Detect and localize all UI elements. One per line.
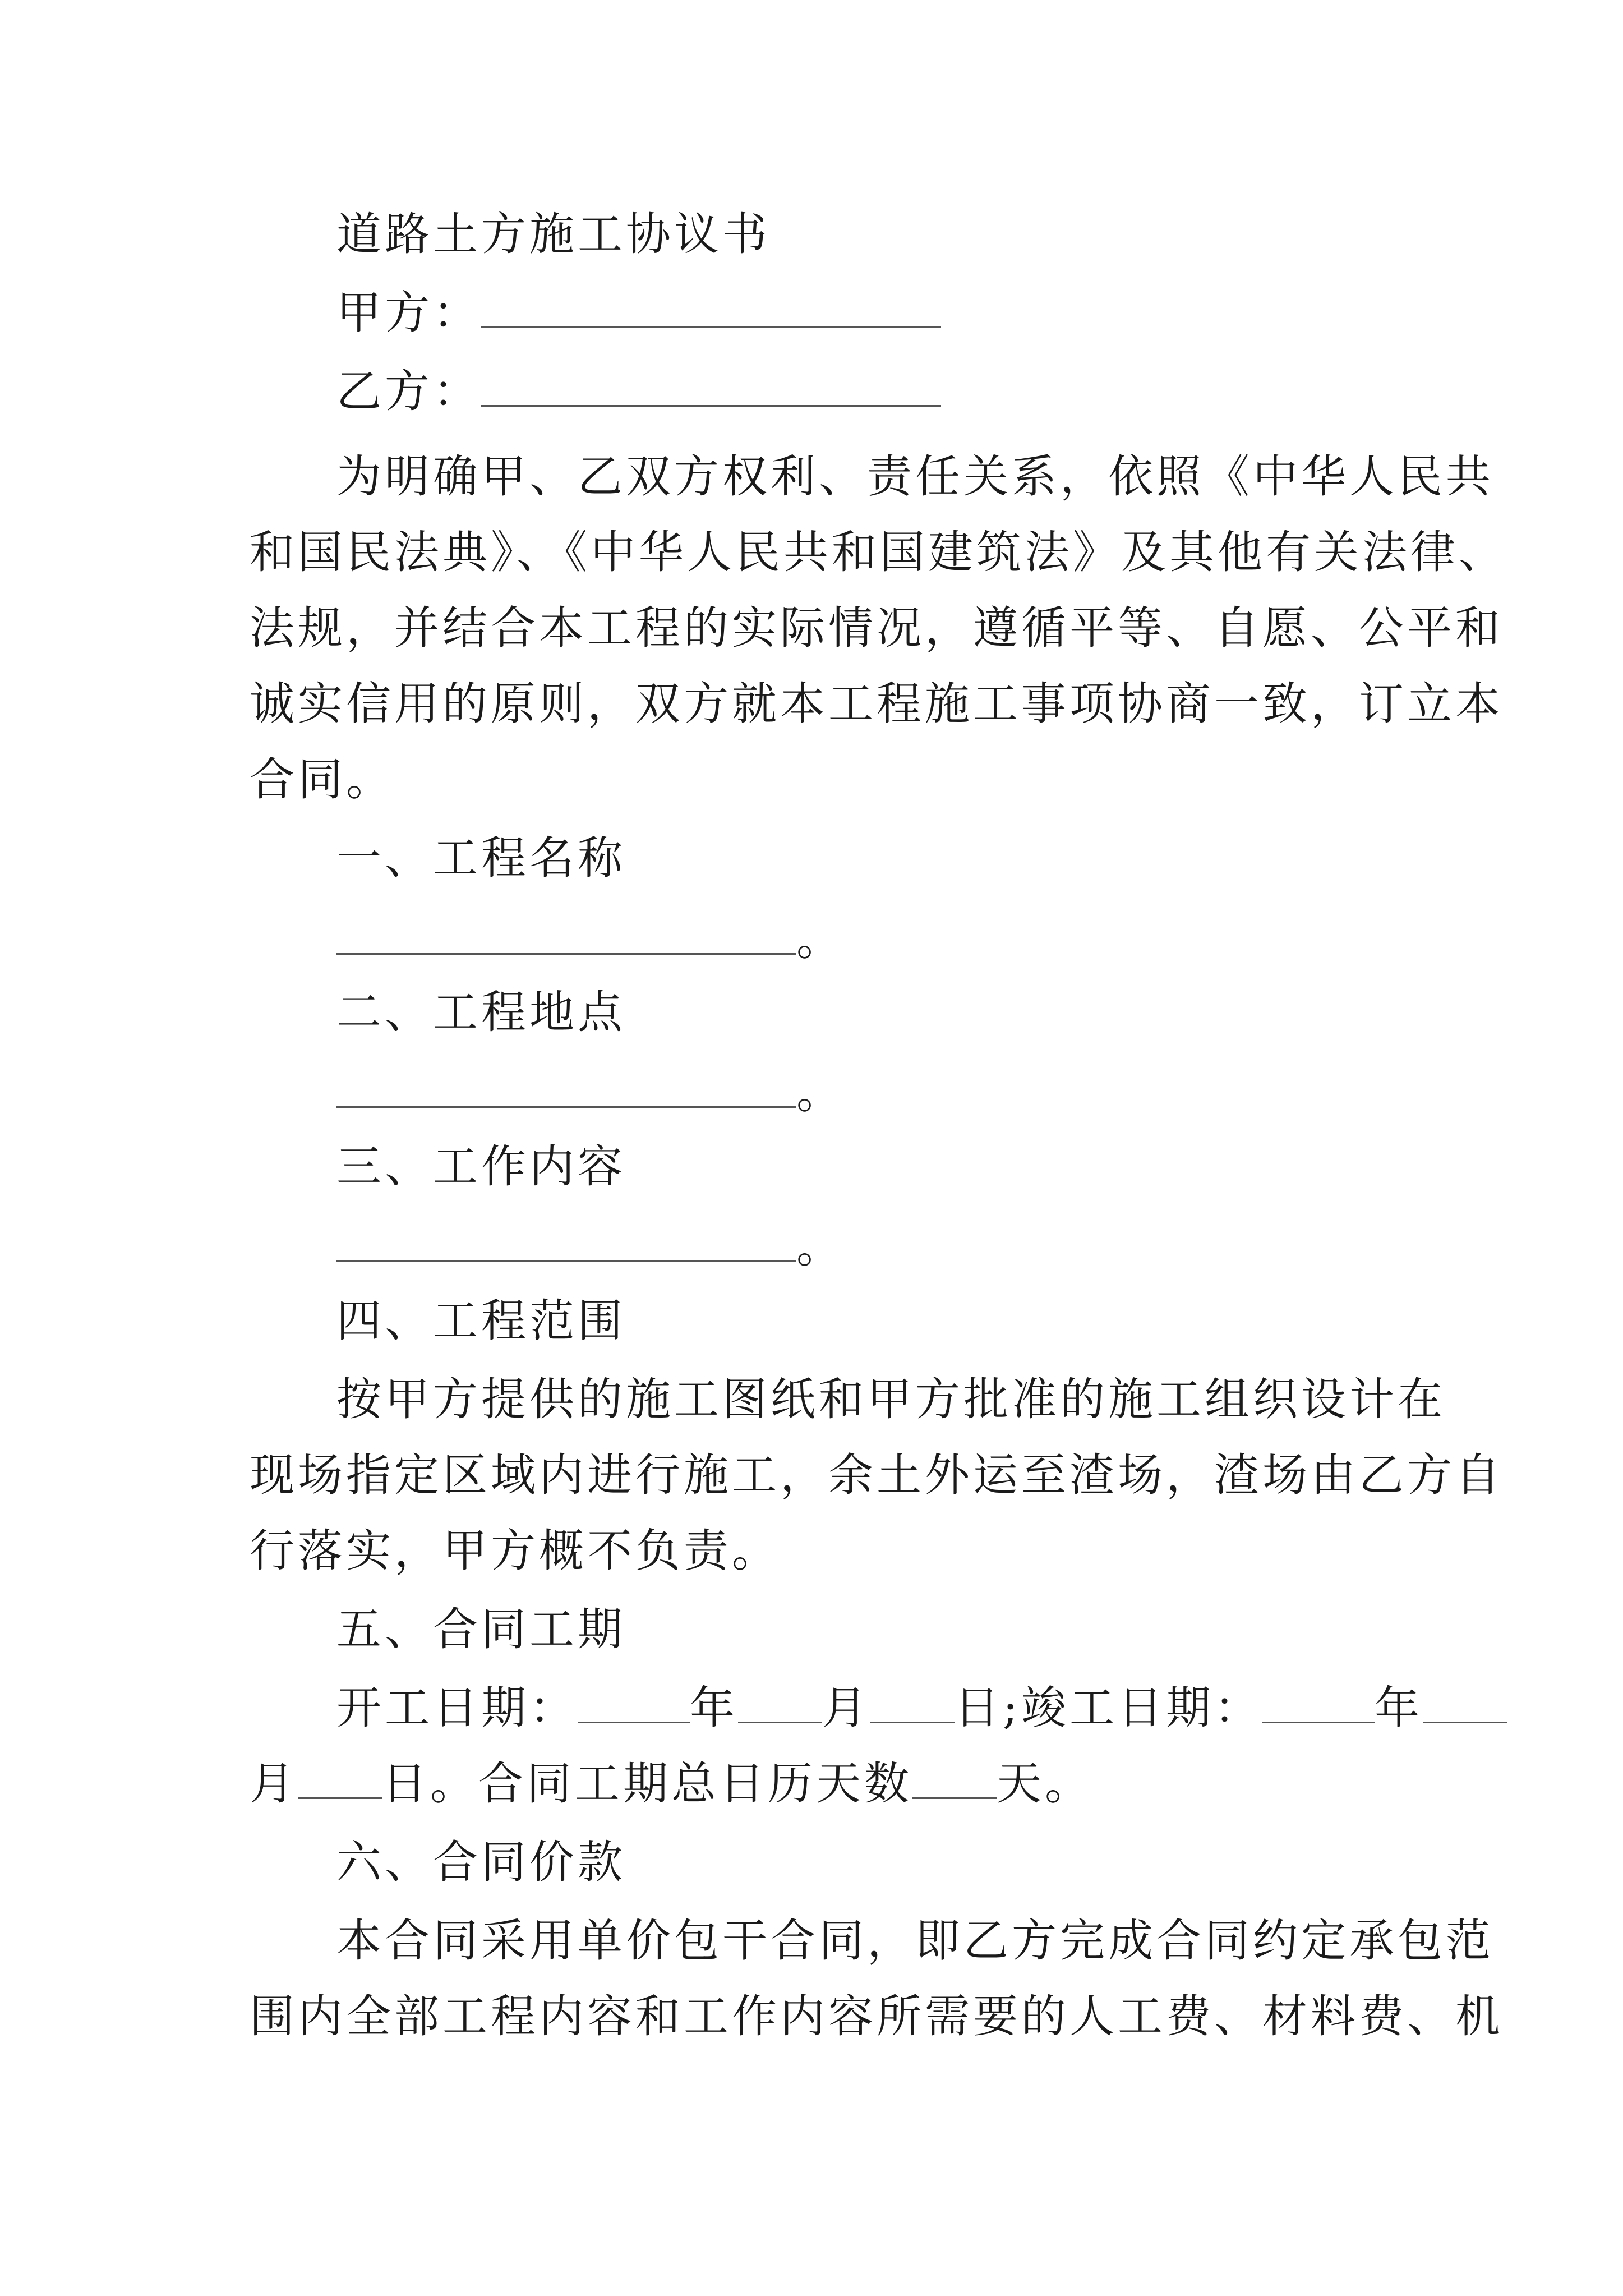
- intro-line: 诚实信用的原则，双方就本工程施工事项协商一致，订立本: [250, 678, 1504, 730]
- period: 。: [796, 1066, 845, 1119]
- start-year-blank[interactable]: [578, 1682, 690, 1723]
- section-heading: 四、工程范围: [336, 1295, 626, 1347]
- party-b-line: [336, 364, 941, 420]
- project-location-line: [336, 1065, 845, 1121]
- intro-line: 法规，并结合本工程的实际情况，遵循平等、自愿、公平和: [250, 602, 1504, 654]
- price-line: 围内全部工程内容和工作内容所需要的人工费、材料费、机: [250, 1990, 1504, 2042]
- month-unit: 月: [250, 1757, 298, 1810]
- intro-line: 为明确甲、乙双方权利、责任关系，依照《中华人民共: [336, 450, 1494, 503]
- section-heading: 二、工程地点: [336, 986, 626, 1038]
- party-b-label: 乙方：: [336, 365, 481, 417]
- section-heading: 六、合同价款: [336, 1836, 626, 1888]
- days-unit: 天。: [997, 1757, 1093, 1810]
- document-title: 道路土方施工协议书: [336, 208, 771, 260]
- party-a-blank[interactable]: [481, 287, 941, 328]
- end-year-blank[interactable]: [1262, 1682, 1375, 1723]
- price-line: 本合同采用单价包干合同，即乙方完成合同约定承包范: [336, 1915, 1494, 1967]
- section-heading: 一、工程名称: [336, 832, 626, 884]
- project-location-blank[interactable]: [336, 1067, 796, 1108]
- intro-line: 和国民法典》、《中华人民共和国建筑法》及其他有关法律、: [250, 526, 1507, 578]
- year-unit: 年: [1374, 1682, 1423, 1734]
- section-heading: 三、工作内容: [336, 1140, 626, 1193]
- scope-line: 行落实，甲方概不负责。: [250, 1525, 780, 1577]
- scope-line: 现场指定区域内进行施工，余土外运至渣场，渣场由乙方自: [250, 1449, 1504, 1501]
- party-b-blank[interactable]: [481, 366, 941, 407]
- work-content-blank[interactable]: [336, 1221, 796, 1262]
- schedule-line: [250, 1756, 1093, 1812]
- party-a-label: 甲方：: [336, 287, 481, 339]
- start-day-blank[interactable]: [870, 1682, 955, 1723]
- scope-line: 按甲方提供的施工图纸和甲方批准的施工组织设计在: [336, 1373, 1446, 1425]
- period: 。: [796, 1221, 845, 1273]
- month-unit: 月: [822, 1682, 870, 1734]
- schedule-line: [336, 1680, 1507, 1736]
- project-name-blank[interactable]: [336, 914, 796, 955]
- period: 。: [796, 913, 845, 965]
- intro-line: 合同。: [250, 753, 394, 806]
- start-month-blank[interactable]: [738, 1682, 822, 1723]
- section-heading: 五、合同工期: [336, 1603, 626, 1655]
- start-date-label: 开工日期：: [336, 1682, 578, 1734]
- party-a-line: [336, 285, 941, 341]
- day-separator: 日;: [955, 1682, 1021, 1734]
- year-unit: 年: [690, 1682, 738, 1734]
- total-days-blank[interactable]: [912, 1758, 997, 1799]
- end-day-blank[interactable]: [298, 1758, 382, 1799]
- end-date-label: 竣工日期：: [1021, 1682, 1262, 1734]
- work-content-line: [336, 1219, 845, 1275]
- project-name-line: [336, 912, 845, 968]
- total-days-label: 日。合同工期总日历天数: [382, 1757, 912, 1810]
- end-month-blank[interactable]: [1423, 1682, 1507, 1723]
